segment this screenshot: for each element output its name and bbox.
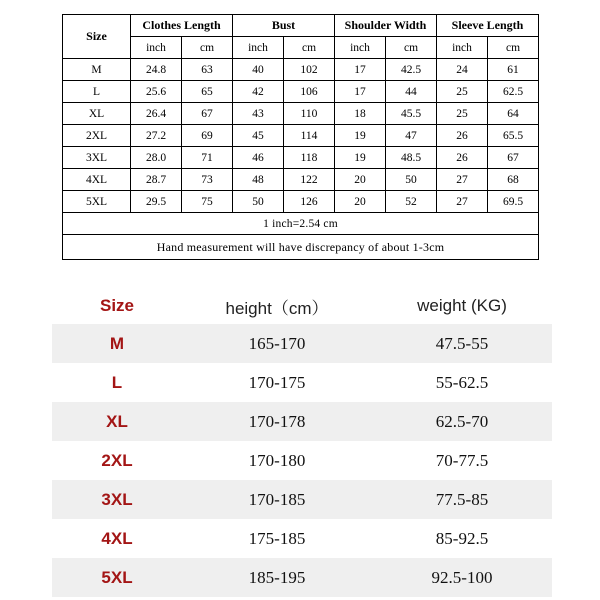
cell: 27 [437,191,488,213]
measurement-table-container [62,14,538,260]
cell: 25.6 [131,81,182,103]
table-row [52,558,552,597]
hw-header-size: Size [99,296,135,315]
cell: 114 [284,125,335,147]
hw-height: 170-175 [248,372,306,392]
table-row [63,191,539,213]
unit-cell: inch [233,37,284,59]
cell: 45 [233,125,284,147]
hw-height: 170-185 [182,480,372,519]
cell: 64 [488,103,539,125]
table-row [52,363,552,402]
cell: 28.7 [131,169,182,191]
cell: 28.0 [131,147,182,169]
hw-height: 170-178 [182,402,372,441]
cell: 67 [182,103,233,125]
cell: 25 [437,103,488,125]
note-inch-conversion: 1 inch=2.54 cm [63,213,539,235]
hw-height: 165-170 [182,324,372,363]
measurement-table [62,14,539,260]
unit-cell: cm [284,37,335,59]
table-row [52,441,552,480]
note-row-discrepancy [63,235,539,260]
cell: 65 [182,81,233,103]
cell: 65.5 [488,125,539,147]
hw-weight: 77.5-85 [372,480,552,519]
hw-header-row [52,288,552,324]
row-size-label: L [63,81,131,103]
cell: 18 [335,103,386,125]
cell: 26.4 [131,103,182,125]
cell: 122 [284,169,335,191]
hw-weight: 47.5-55 [372,324,552,363]
hw-weight: 92.5-100 [372,558,552,597]
hw-size: 5XL [52,558,182,597]
unit-cell: inch [131,37,182,59]
unit-cell: cm [386,37,437,59]
cell: 24 [437,59,488,81]
cell: 106 [284,81,335,103]
cell: 25 [437,81,488,103]
hw-size: 2XL [101,450,133,470]
cell: 62.5 [488,81,539,103]
cell: 19 [335,147,386,169]
cell: 44 [386,81,437,103]
row-size-label: M [63,59,131,81]
cell: 43 [233,103,284,125]
cell: 24.8 [131,59,182,81]
cell: 17 [335,81,386,103]
hw-size: L [111,372,123,392]
table-row [63,103,539,125]
table-row [52,324,552,363]
hw-size: M [52,324,182,363]
cell: 27 [437,169,488,191]
hw-weight: 62.5-70 [372,402,552,441]
cell: 67 [488,147,539,169]
hw-header-weight: weight (KG) [417,296,507,315]
header-clothes-length: Clothes Length [131,15,233,37]
row-size-label: XL [63,103,131,125]
cell: 26 [437,147,488,169]
cell: 19 [335,125,386,147]
unit-cell: cm [488,37,539,59]
cell: 110 [284,103,335,125]
hw-height: 170-180 [248,450,306,470]
unit-cell: inch [335,37,386,59]
header-size: Size [63,15,131,59]
hw-size: XL [52,402,182,441]
cell: 71 [182,147,233,169]
unit-cell: cm [182,37,233,59]
note-hand-measurement: Hand measurement will have discrepancy of about 1-3cm [63,235,539,260]
note-row-conversion [63,213,539,235]
table-row [52,519,552,558]
table-row [63,125,539,147]
cell: 61 [488,59,539,81]
table-row [63,59,539,81]
cell: 63 [182,59,233,81]
row-size-label: 5XL [63,191,131,213]
table-row [63,147,539,169]
cell: 50 [233,191,284,213]
cell: 42.5 [386,59,437,81]
hw-weight: 55-62.5 [435,372,489,392]
cell: 20 [335,169,386,191]
header-bust: Bust [233,15,335,37]
cell: 26 [437,125,488,147]
hw-height: 185-195 [182,558,372,597]
hw-header-height: height（cm） [225,298,329,318]
cell: 42 [233,81,284,103]
cell: 126 [284,191,335,213]
cell: 68 [488,169,539,191]
cell: 69 [182,125,233,147]
cell: 52 [386,191,437,213]
cell: 118 [284,147,335,169]
hw-height: 175-185 [248,528,306,548]
cell: 17 [335,59,386,81]
cell: 75 [182,191,233,213]
cell: 46 [233,147,284,169]
cell: 20 [335,191,386,213]
unit-cell: inch [437,37,488,59]
hw-weight: 85-92.5 [435,528,489,548]
cell: 73 [182,169,233,191]
header-sleeve-length: Sleeve Length [437,15,539,37]
cell: 50 [386,169,437,191]
table-row [52,480,552,519]
cell: 102 [284,59,335,81]
cell: 47 [386,125,437,147]
header-shoulder-width: Shoulder Width [335,15,437,37]
hw-size: 3XL [52,480,182,519]
row-size-label: 2XL [63,125,131,147]
height-weight-table-container [52,288,552,597]
cell: 29.5 [131,191,182,213]
hw-size: 4XL [101,528,133,548]
row-size-label: 3XL [63,147,131,169]
cell: 45.5 [386,103,437,125]
table-row [63,81,539,103]
cell: 48 [233,169,284,191]
table-header-row-units [63,37,539,59]
cell: 48.5 [386,147,437,169]
row-size-label: 4XL [63,169,131,191]
height-weight-table [52,288,552,597]
cell: 40 [233,59,284,81]
cell: 27.2 [131,125,182,147]
hw-weight: 70-77.5 [435,450,489,470]
cell: 69.5 [488,191,539,213]
table-row [52,402,552,441]
table-header-row-groups [63,15,539,37]
table-row [63,169,539,191]
